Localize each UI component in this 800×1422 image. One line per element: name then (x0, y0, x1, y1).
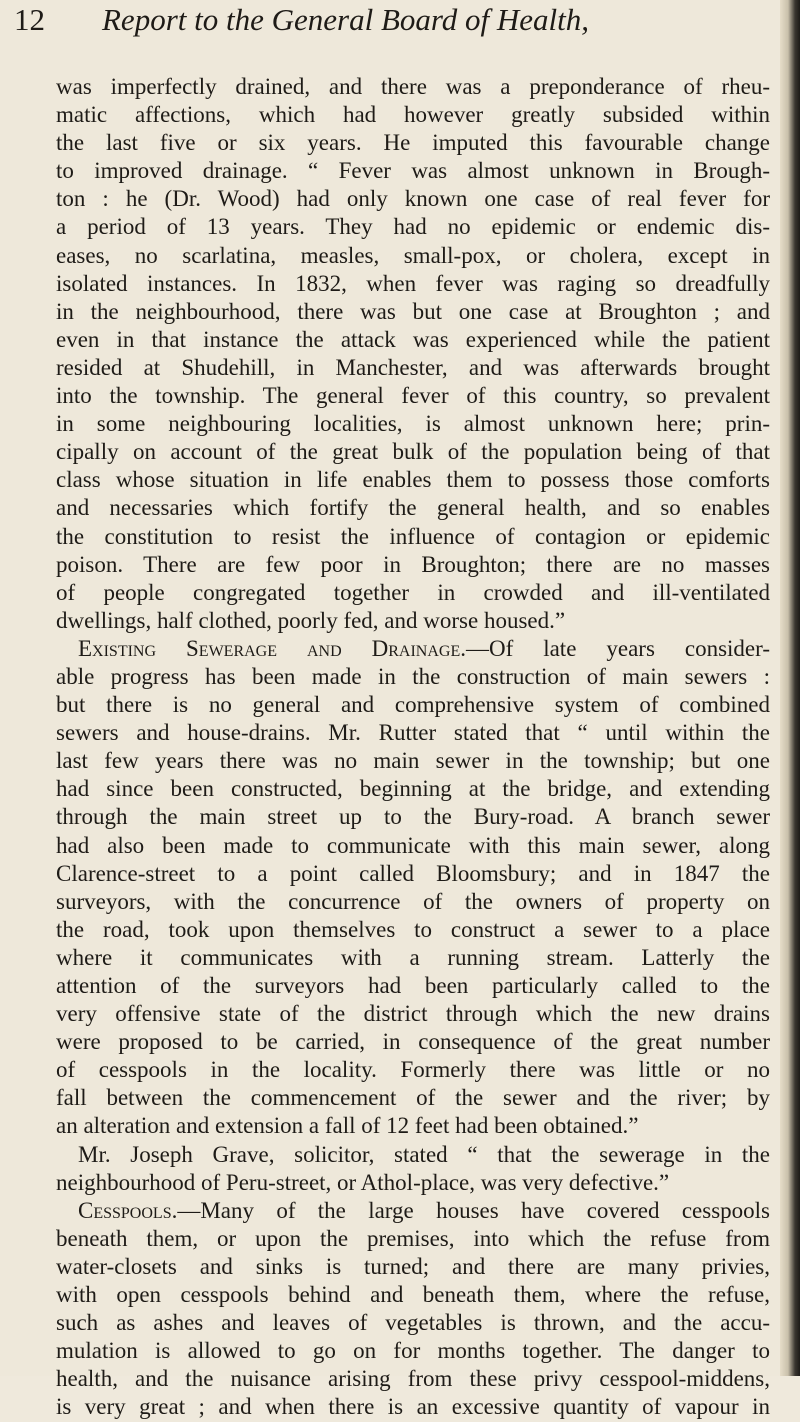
text-line-remainder: —Many of the large houses have covered cesspools (177, 1197, 770, 1223)
text-line: cipally on account of the great bulk of the population being of that (56, 439, 770, 465)
text-line: ton : he (Dr. Wood) had only known one case of real fever for (56, 186, 770, 212)
paragraph-dr-wood-testimony (56, 73, 770, 635)
text-line: an alteration and extension a fall of 12 feet had been obtained.” (56, 1113, 639, 1139)
text-line: where it communicates with a running stream. Latterly the (56, 944, 770, 970)
text-line: mulation is allowed to go on for months together. The danger to (56, 1338, 770, 1364)
text-line: of people congregated together in crowded and ill-ventilated (56, 579, 770, 605)
body-text (56, 73, 770, 1422)
text-line: attention of the surveyors had been particularly called to the (56, 973, 770, 998)
text-line: through the main street up to the Bury-road. A branch sewer (56, 804, 770, 830)
text-line: class whose situation in life enables them to possess those comforts (56, 467, 770, 493)
text-line: had also been made to communicate with this main sewer, along (56, 832, 770, 858)
text-line: had since been constructed, beginning at the bridge, and extending (56, 776, 770, 802)
section-heading: Existing Sewerage and Drainage. (78, 635, 466, 661)
text-line: in the neighbourhood, there was but one case at Broughton ; and (56, 298, 770, 324)
book-spine-shadow (780, 0, 800, 1376)
paragraph-cesspools (56, 1197, 770, 1422)
text-line: into the township. The general fever of this country, so prevalent (56, 383, 770, 409)
text-line: the road, took upon themselves to construct a sewer to a place (56, 916, 770, 942)
text-line: resided at Shudehill, in Manchester, and was afterwards brought (56, 354, 770, 380)
running-title: Report to the General Board of Health, (102, 2, 590, 37)
text-line: able progress has been made in the construction of main sewers : (56, 663, 770, 689)
text-line: fall between the commencement of the sewer and the river; by (56, 1085, 770, 1111)
text-line: Clarence-street to a point called Bloomsbury; and in 1847 the (56, 860, 770, 886)
page-header (14, 2, 589, 38)
text-line: is very great ; and when there is an excessive quantity of vapour in (56, 1394, 770, 1420)
text-line: in some neighbouring localities, is almost unknown here; prin- (56, 411, 770, 437)
text-line: isolated instances. In 1832, when fever was raging so dreadfully (56, 270, 770, 296)
text-line: were proposed to be carried, in consequence of the great number (56, 1029, 770, 1055)
text-line: but there is no general and comprehensive system of combined (56, 692, 770, 718)
text-line (56, 635, 770, 663)
text-line: last few years there was no main sewer in the township; but one (56, 748, 770, 774)
paragraph-joseph-grave (56, 1141, 770, 1197)
text-line: very offensive state of the district through which the new drains (56, 1001, 770, 1027)
text-line: even in that instance the attack was experienced while the patient (56, 326, 770, 352)
text-line: to improved drainage. “ Fever was almost unknown in Brough- (56, 158, 770, 184)
text-line: with open cesspools behind and beneath them, where the refuse, (56, 1282, 770, 1308)
text-line-remainder: —Of late years consider- (465, 635, 770, 661)
text-line: Mr. Joseph Grave, solicitor, stated “ that the sewerage in the (78, 1141, 770, 1167)
paragraph-existing-sewerage (56, 635, 770, 1141)
text-line: matic affections, which had however greatly subsided within (56, 102, 770, 128)
text-line: sewers and house-drains. Mr. Rutter stated that “ until within the (56, 720, 770, 746)
text-line (56, 1197, 770, 1225)
text-line: neighbourhood of Peru-street, or Athol-place, was very defective.” (56, 1169, 670, 1195)
text-line: health, and the nuisance arising from these privy cesspool-middens, (56, 1366, 770, 1392)
text-line: beneath them, or upon the premises, into which the refuse from (56, 1225, 770, 1251)
text-line: surveyors, with the concurrence of the owners of property on (56, 888, 770, 914)
text-line: the constitution to resist the influence of contagion or epidemic (56, 523, 770, 549)
text-line: such as ashes and leaves of vegetables is thrown, and the accu- (56, 1310, 770, 1336)
text-line: dwellings, half clothed, poorly fed, and worse housed.” (56, 607, 566, 633)
page-number: 12 (14, 2, 45, 37)
text-line: and necessaries which fortify the general health, and so enables (56, 495, 770, 521)
text-line: poison. There are few poor in Broughton; there are no masses (56, 551, 770, 577)
text-line: the last five or six years. He imputed this favourable change (56, 130, 770, 156)
text-line: of cesspools in the locality. Formerly there was little or no (56, 1057, 770, 1083)
text-line: was imperfectly drained, and there was a preponderance of rheu- (56, 74, 770, 99)
section-heading: Cesspools. (78, 1197, 178, 1223)
text-line: eases, no scarlatina, measles, small-pox, or cholera, except in (56, 242, 770, 268)
text-line: water-closets and sinks is turned; and there are many privies, (56, 1253, 770, 1279)
text-line: a period of 13 years. They had no epidemic or endemic dis- (56, 214, 770, 240)
